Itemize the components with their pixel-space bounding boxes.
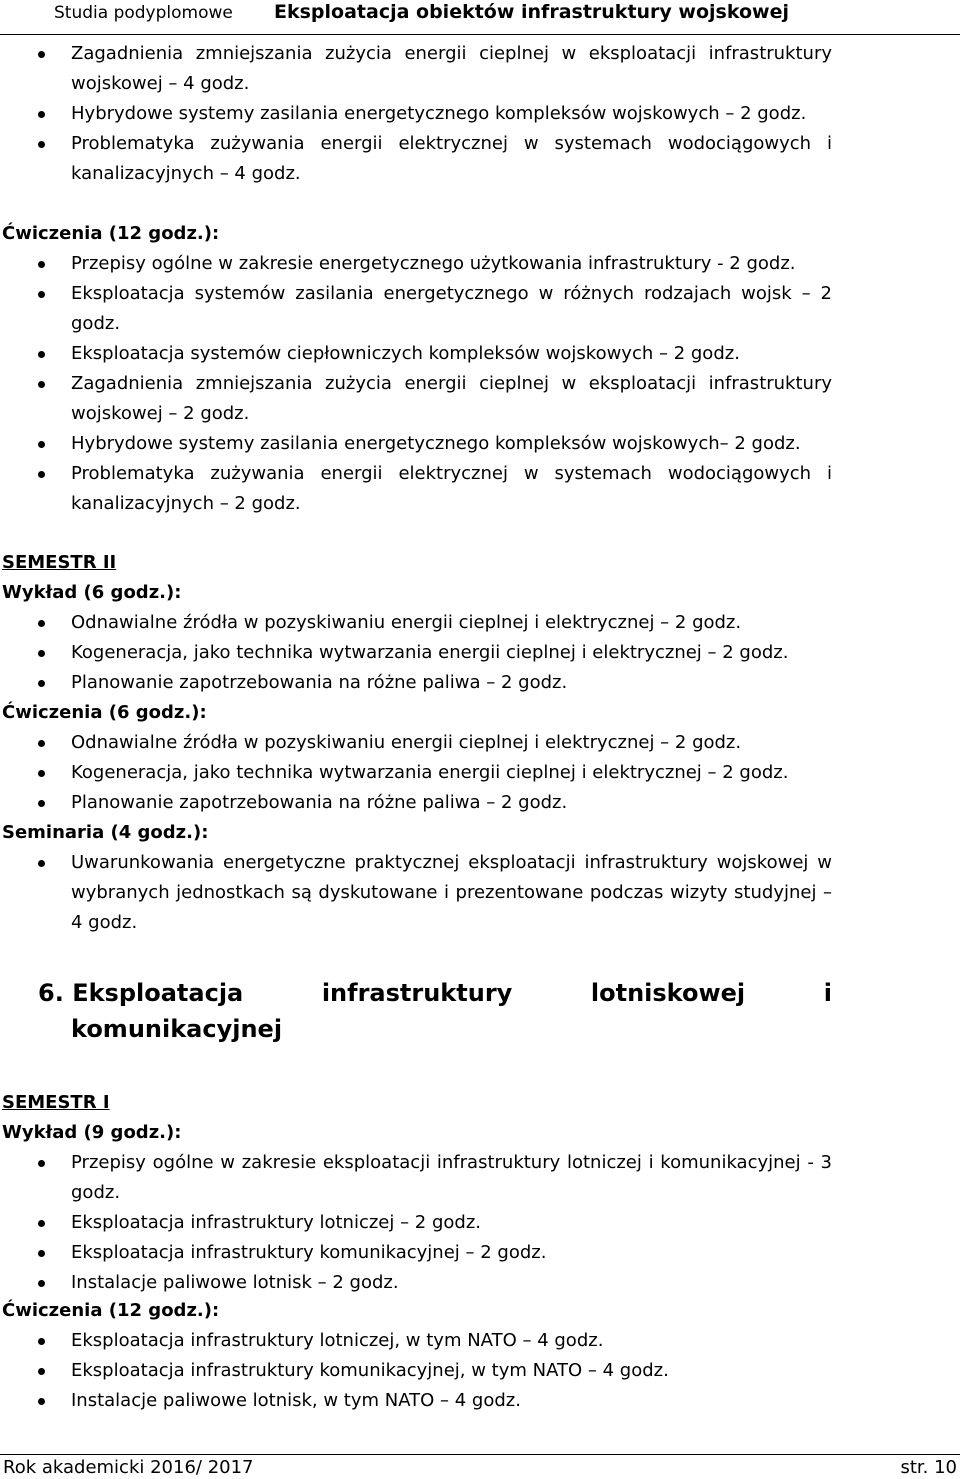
bullet-icon [38,1280,45,1287]
header-title: Eksploatacja obiektów infrastruktury wojskowej [274,1,789,23]
list-item [0,339,960,369]
header-program: Studia podyplomowe [54,3,233,23]
list-item-text: Przepisy ogólne w zakresie energetycznego użytkowania infrastruktury - 2 godz. [71,253,796,274]
section-title-word: lotniskowej [590,979,746,1007]
list-item-text: Eksploatacja infrastruktury komunikacyjnej – 2 godz. [71,1242,547,1263]
bullet-icon [38,620,45,627]
section-title-number-word: 6. Eksploatacja [38,979,244,1007]
bullet-icon [38,441,45,448]
page-footer [0,1454,960,1479]
bullet-icon [38,1160,45,1167]
list-item [0,848,960,938]
list-item [0,429,960,459]
list-item [0,39,960,99]
list-item-text: Uwarunkowania energetyczne praktycznej eksploatacji infrastruktury wojskowej w wybranych jednostkach są dyskutowane i prezentowane podczas wizyty studyjnej – 4 godz. [71,852,832,933]
footer-academic-year: Rok akademicki 2016/ 2017 [3,1457,254,1478]
bullet-icon [38,261,45,268]
bullet-icon [38,51,45,58]
list-item-text: Instalacje paliwowe lotnisk, w tym NATO – 4 godz. [71,1390,521,1411]
list-item-text: Eksploatacja systemów ciepłowniczych kompleksów wojskowych – 2 godz. [71,343,740,364]
bullet-icon [38,111,45,118]
seminars-section [0,818,960,938]
bullet-icon [38,351,45,358]
bullet-icon [38,471,45,478]
bullet-list [0,728,960,818]
lecture-continuation [0,39,960,189]
section-title-word: infrastruktury [321,979,513,1007]
bullet-icon [38,800,45,807]
list-item [0,249,960,279]
list-item-text: Planowanie zapotrzebowania na różne paliwa – 2 godz. [71,792,568,813]
seminars-heading: Seminaria (4 godz.): [2,822,209,843]
list-item [0,1356,960,1386]
list-item [0,1208,960,1238]
semester-heading: SEMESTR II [2,552,117,573]
list-item-text: Przepisy ogólne w zakresie eksploatacji infrastruktury lotniczej i komunikacyjnej - 3 godz. [71,1152,832,1203]
list-item-text: Eksploatacja systemów zasilania energetycznego w różnych rodzajach wojsk – 2 godz. [71,283,832,334]
bullet-icon [38,1220,45,1227]
list-item-text: Kogeneracja, jako technika wytwarzania energii cieplnej i elektrycznej – 2 godz. [71,762,789,783]
bullet-icon [38,1250,45,1257]
bullet-list [0,1148,960,1298]
list-item-text: Instalacje paliwowe lotnisk – 2 godz. [71,1272,399,1293]
list-item-text: Problematyka zużywania energii elektrycznej w systemach wodociągowych i kanalizacyjnych – 2 godz. [71,463,832,514]
list-item [0,638,960,668]
section-title-line2: komunikacyjnej [71,1015,283,1043]
list-item-text: Hybrydowe systemy zasilania energetycznego kompleksów wojskowych – 2 godz. [71,103,807,124]
bullet-icon [38,291,45,298]
list-item [0,1386,960,1416]
bullet-list [0,249,960,519]
list-item [0,758,960,788]
lecture-heading: Wykład (9 godz.): [2,1122,182,1143]
section-title-word: i [823,979,832,1007]
list-item-text: Eksploatacja infrastruktury lotniczej, w tym NATO – 4 godz. [71,1330,604,1351]
bullet-icon [38,770,45,777]
exercises-section-3 [0,1296,960,1416]
list-item-text: Odnawialne źródła w pozyskiwaniu energii cieplnej i elektrycznej – 2 godz. [71,612,742,633]
list-item [0,1326,960,1356]
list-item [0,1268,960,1298]
list-item [0,788,960,818]
bullet-list [0,608,960,698]
list-item-text: Zagadnienia zmniejszania zużycia energii cieplnej w eksploatacji infrastruktury wojskowej – 4 godz. [71,43,832,94]
bullet-icon [38,740,45,747]
exercises-section [0,219,960,519]
list-item-text: Eksploatacja infrastruktury lotniczej – 2 godz. [71,1212,482,1233]
semester-ii-section [0,548,960,698]
list-item [0,369,960,429]
section-title [38,975,832,1047]
exercises-section-2 [0,698,960,818]
list-item [0,668,960,698]
bullet-icon [38,860,45,867]
list-item [0,1238,960,1268]
header-rule [0,34,960,35]
semester-heading: SEMESTR I [2,1092,110,1113]
bullet-list [0,848,960,938]
exercises-heading: Ćwiczenia (12 godz.): [2,1300,220,1321]
list-item-text: Kogeneracja, jako technika wytwarzania energii cieplnej i elektrycznej – 2 godz. [71,642,789,663]
bullet-icon [38,650,45,657]
bullet-icon [38,141,45,148]
semester-i-section [0,1088,960,1298]
lecture-heading: Wykład (6 godz.): [2,582,182,603]
bullet-icon [38,1338,45,1345]
list-item-text: Planowanie zapotrzebowania na różne paliwa – 2 godz. [71,672,568,693]
list-item [0,608,960,638]
list-item-text: Eksploatacja infrastruktury komunikacyjnej, w tym NATO – 4 godz. [71,1360,669,1381]
bullet-list [0,39,960,189]
list-item-text: Zagadnienia zmniejszania zużycia energii cieplnej w eksploatacji infrastruktury wojskowej – 2 godz. [71,373,832,424]
exercises-heading: Ćwiczenia (12 godz.): [2,223,220,244]
list-item [0,129,960,189]
list-item-text: Odnawialne źródła w pozyskiwaniu energii cieplnej i elektrycznej – 2 godz. [71,732,742,753]
bullet-icon [38,381,45,388]
list-item [0,1148,960,1208]
bullet-icon [38,1398,45,1405]
exercises-heading: Ćwiczenia (6 godz.): [2,702,207,723]
list-item [0,279,960,339]
page-header [0,0,960,34]
list-item [0,459,960,519]
bullet-list [0,1326,960,1416]
bullet-icon [38,680,45,687]
list-item-text: Problematyka zużywania energii elektrycznej w systemach wodociągowych i kanalizacyjnych – 4 godz. [71,133,832,184]
bullet-icon [38,1368,45,1375]
list-item [0,99,960,129]
list-item-text: Hybrydowe systemy zasilania energetycznego kompleksów wojskowych– 2 godz. [71,433,801,454]
footer-page-number: str. 10 [900,1457,957,1478]
list-item [0,728,960,758]
